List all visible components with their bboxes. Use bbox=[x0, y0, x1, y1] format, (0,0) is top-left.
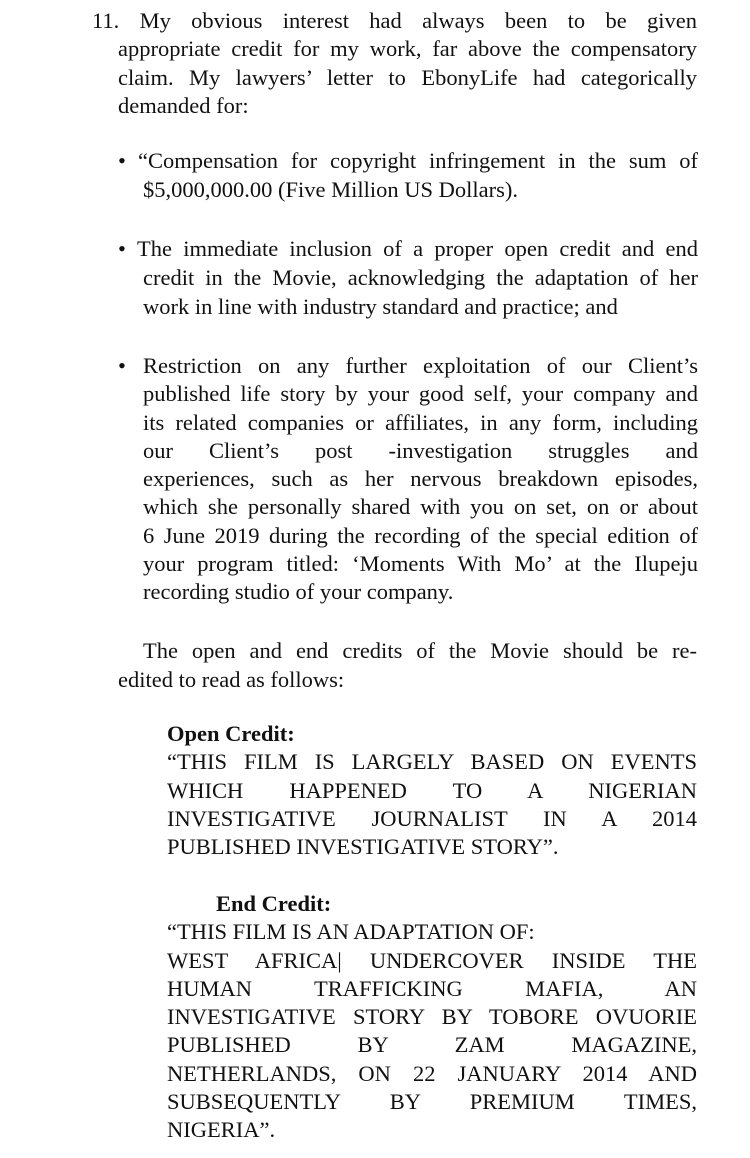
bullet-2-line-2: credit in the Movie, acknowledging the adaptation of her bbox=[143, 264, 698, 290]
bullet-item-compensation bbox=[118, 147, 698, 205]
paragraph-11-line-1-text: My obvious interest had always been to be given bbox=[139, 8, 697, 33]
paragraph-11-line-4: demanded for: bbox=[118, 92, 249, 118]
credits-intro-line-1: The open and end credits of the Movie should be re- bbox=[143, 638, 697, 663]
bullet-icon: • bbox=[118, 148, 126, 173]
bullet-icon: • bbox=[118, 236, 126, 261]
paragraph-11-line-1 bbox=[92, 7, 697, 35]
bullet-1-line-2: $5,000,000.00 (Five Million US Dollars). bbox=[143, 176, 518, 202]
bullet-1-line-1: “Compensation for copyright infringement in the sum of bbox=[138, 148, 698, 173]
end-credit-line-2: WEST AFRICA| UNDERCOVER INSIDE THE bbox=[167, 947, 697, 973]
credits-intro-line-2: edited to read as follows: bbox=[118, 666, 345, 692]
open-credit-block bbox=[167, 720, 697, 861]
paragraph-number: 11. bbox=[92, 8, 120, 33]
end-credit-line-7: SUBSEQUENTLY BY PREMIUM TIMES, bbox=[167, 1089, 697, 1115]
bullet-3-line-9: recording studio of your company. bbox=[143, 579, 454, 605]
end-credit-block bbox=[167, 890, 697, 1145]
bullet-3-line-6: which she personally shared with you on set, on or about bbox=[143, 494, 698, 520]
paragraph-11 bbox=[92, 7, 697, 120]
end-credit-line-3: HUMAN TRAFFICKING MAFIA, AN bbox=[167, 975, 697, 1001]
end-credit-line-4: INVESTIGATIVE STORY BY TOBORE OVUORIE bbox=[167, 1004, 697, 1030]
bullet-item-credit-inclusion bbox=[118, 235, 698, 321]
bullet-3-line-8: your program titled: ‘Moments With Mo’ at the Ilupeju bbox=[143, 551, 698, 577]
paragraph-11-line-2: appropriate credit for my work, far above the compensatory bbox=[118, 36, 697, 62]
end-credit-line-6: NETHERLANDS, ON 22 JANUARY 2014 AND bbox=[167, 1060, 697, 1086]
end-credit-line-5: PUBLISHED BY ZAM MAGAZINE, bbox=[167, 1032, 697, 1058]
bullet-3-line-1: Restriction on any further exploitation of our Client’s bbox=[143, 353, 698, 378]
open-credit-line-4: PUBLISHED INVESTIGATIVE STORY”. bbox=[167, 834, 559, 860]
credits-intro-paragraph bbox=[118, 637, 697, 694]
end-credit-line-1: “THIS FILM IS AN ADAPTATION OF: bbox=[167, 919, 535, 945]
open-credit-line-2: WHICH HAPPENED TO A NIGERIAN bbox=[167, 777, 697, 803]
end-credit-line-8: NIGERIA”. bbox=[167, 1117, 276, 1143]
paragraph-11-line-3: claim. My lawyers’ letter to EbonyLife had categorically bbox=[118, 64, 697, 90]
end-credit-heading: End Credit: bbox=[216, 891, 332, 916]
open-credit-line-1: “THIS FILM IS LARGELY BASED ON EVENTS bbox=[167, 749, 697, 775]
bullet-3-line-4: our Client’s post -investigation struggles and bbox=[143, 437, 698, 463]
bullet-icon: • bbox=[118, 353, 126, 378]
bullet-3-line-3: its related companies or affiliates, in any form, including bbox=[143, 409, 698, 435]
bullet-3-line-2: published life story by your good self, your company and bbox=[143, 381, 698, 407]
bullet-3-line-7: 6 June 2019 during the recording of the special edition of bbox=[143, 522, 698, 548]
open-credit-line-3: INVESTIGATIVE JOURNALIST IN A 2014 bbox=[167, 805, 697, 831]
bullet-2-line-1: The immediate inclusion of a proper open credit and end bbox=[137, 236, 698, 261]
bullet-3-line-5: experiences, such as her nervous breakdown episodes, bbox=[143, 466, 698, 492]
bullet-item-restriction bbox=[118, 352, 698, 607]
open-credit-heading: Open Credit: bbox=[167, 721, 295, 746]
bullet-2-line-3: work in line with industry standard and practice; and bbox=[143, 293, 618, 319]
